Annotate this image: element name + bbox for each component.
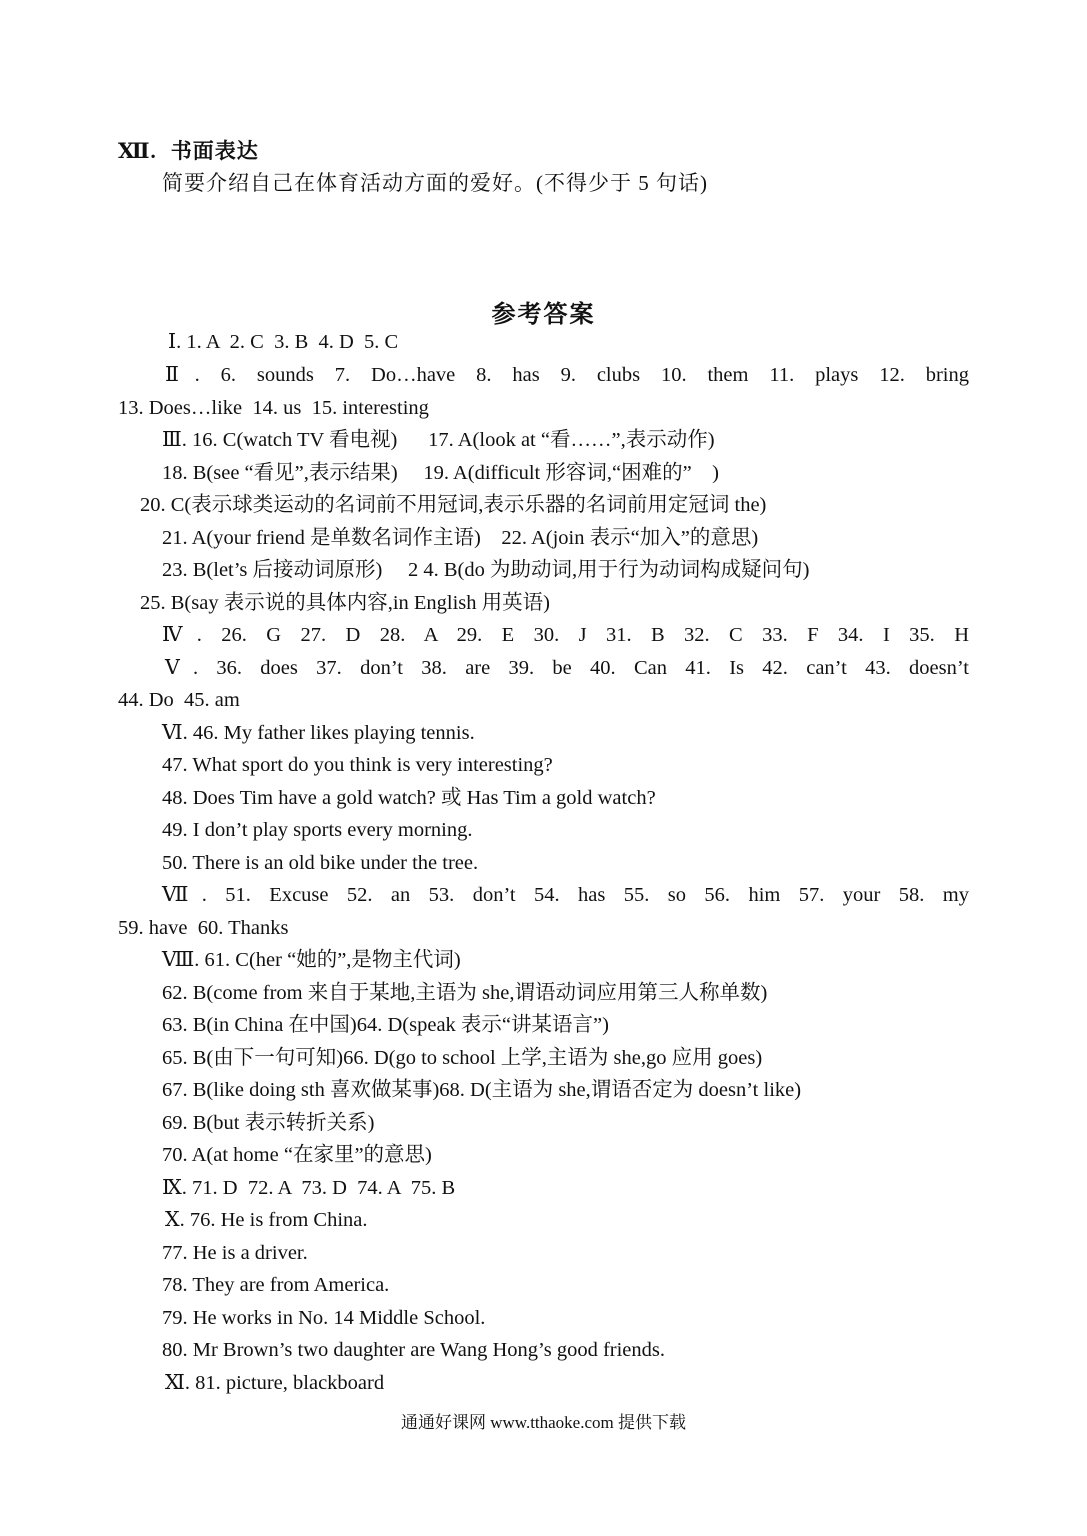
answer-line: 25. B(say 表示说的具体内容,in English 用英语) <box>140 592 550 614</box>
answer-line: Ⅴ. 36. does 37. don’t 38. are 39. be 40. Can 41. Is 42. can’t 43. doesn’t <box>165 657 969 679</box>
answer-line: Ⅶ. 51. Excuse 52. an 53. don’t 54. has 55. so 56. him 57. your 58. my <box>162 884 969 906</box>
answer-line: 65. B(由下一句可知)66. D(go to school 上学,主语为 she,go 应用 goes) <box>162 1047 763 1069</box>
answer-line: 63. B(in China 在中国)64. D(speak 表示“讲某语言”) <box>162 1014 609 1036</box>
answer-line: 62. B(come from 来自于某地,主语为 she,谓语动词应用第三人称单数) <box>162 982 768 1004</box>
answer-line: 50. There is an old bike under the tree. <box>162 852 479 874</box>
answer-line: 70. A(at home “在家里”的意思) <box>162 1144 432 1166</box>
answer-line: 23. B(let’s 后接动词原形) 2 4. B(do 为助动词,用于行为动词构成疑问句) <box>162 559 810 581</box>
section-number: Ⅻ. <box>118 139 157 163</box>
answer-line: Ⅺ. 81. picture, blackboard <box>165 1372 385 1394</box>
answer-line: Ⅱ. 6. sounds 7. Do…have 8. has 9. clubs 10. them 11. plays 12. bring <box>165 364 969 386</box>
answer-line: 21. A(your friend 是单数名词作主语) 22. A(join 表示“加入”的意思) <box>162 527 759 549</box>
answer-line: 77. He is a driver. <box>162 1242 308 1264</box>
answer-line: 18. B(see “看见”,表示结果) 19. A(difficult 形容词,“困难的” ) <box>162 462 720 484</box>
answer-line: 20. C(表示球类运动的名词前不用冠词,表示乐器的名词前用定冠词 the) <box>140 494 767 516</box>
answer-line: Ⅵ. 46. My father likes playing tennis. <box>162 722 475 744</box>
answer-line: Ⅷ. 61. C(her “她的”,是物主代词) <box>162 949 461 971</box>
answer-line: 44. Do 45. am <box>118 689 240 711</box>
answer-line: Ⅰ. 1. A 2. C 3. B 4. D 5. C <box>168 331 399 353</box>
section-heading <box>118 135 259 165</box>
answer-line: 13. Does…like 14. us 15. interesting <box>118 397 429 419</box>
section-title: 书面表达 <box>170 139 259 163</box>
answer-line: Ⅸ. 71. D 72. A 73. D 74. A 75. B <box>162 1177 456 1199</box>
answer-line: 79. He works in No. 14 Middle School. <box>162 1307 486 1329</box>
answer-line: 59. have 60. Thanks <box>118 917 289 939</box>
answer-line: 69. B(but 表示转折关系) <box>162 1112 375 1134</box>
section-prompt: 简要介绍自己在体育活动方面的爱好。(不得少于 5 句话) <box>162 171 708 195</box>
answer-line: Ⅳ. 26. G 27. D 28. A 29. E 30. J 31. B 32. C 33. F 34. I 35. H <box>162 624 969 646</box>
answer-line: Ⅲ. 16. C(watch TV 看电视) 17. A(look at “看……”,表示动作) <box>162 429 715 451</box>
answer-line: 78. They are from America. <box>162 1274 390 1296</box>
answer-line: 48. Does Tim have a gold watch? 或 Has Tim a gold watch? <box>162 787 656 809</box>
answer-line: 67. B(like doing sth 喜欢做某事)68. D(主语为 she,谓语否定为 doesn’t like) <box>162 1079 802 1101</box>
answers-title: 参考答案 <box>491 302 596 328</box>
answer-line: 49. I don’t play sports every morning. <box>162 819 473 841</box>
answer-line: 80. Mr Brown’s two daughter are Wang Hong’s good friends. <box>162 1339 665 1361</box>
answer-line: Ⅹ. 76. He is from China. <box>165 1209 368 1231</box>
page-footer: 通通好课网 www.tthaoke.com 提供下载 <box>400 1413 687 1432</box>
answer-line: 47. What sport do you think is very interesting? <box>162 754 553 776</box>
